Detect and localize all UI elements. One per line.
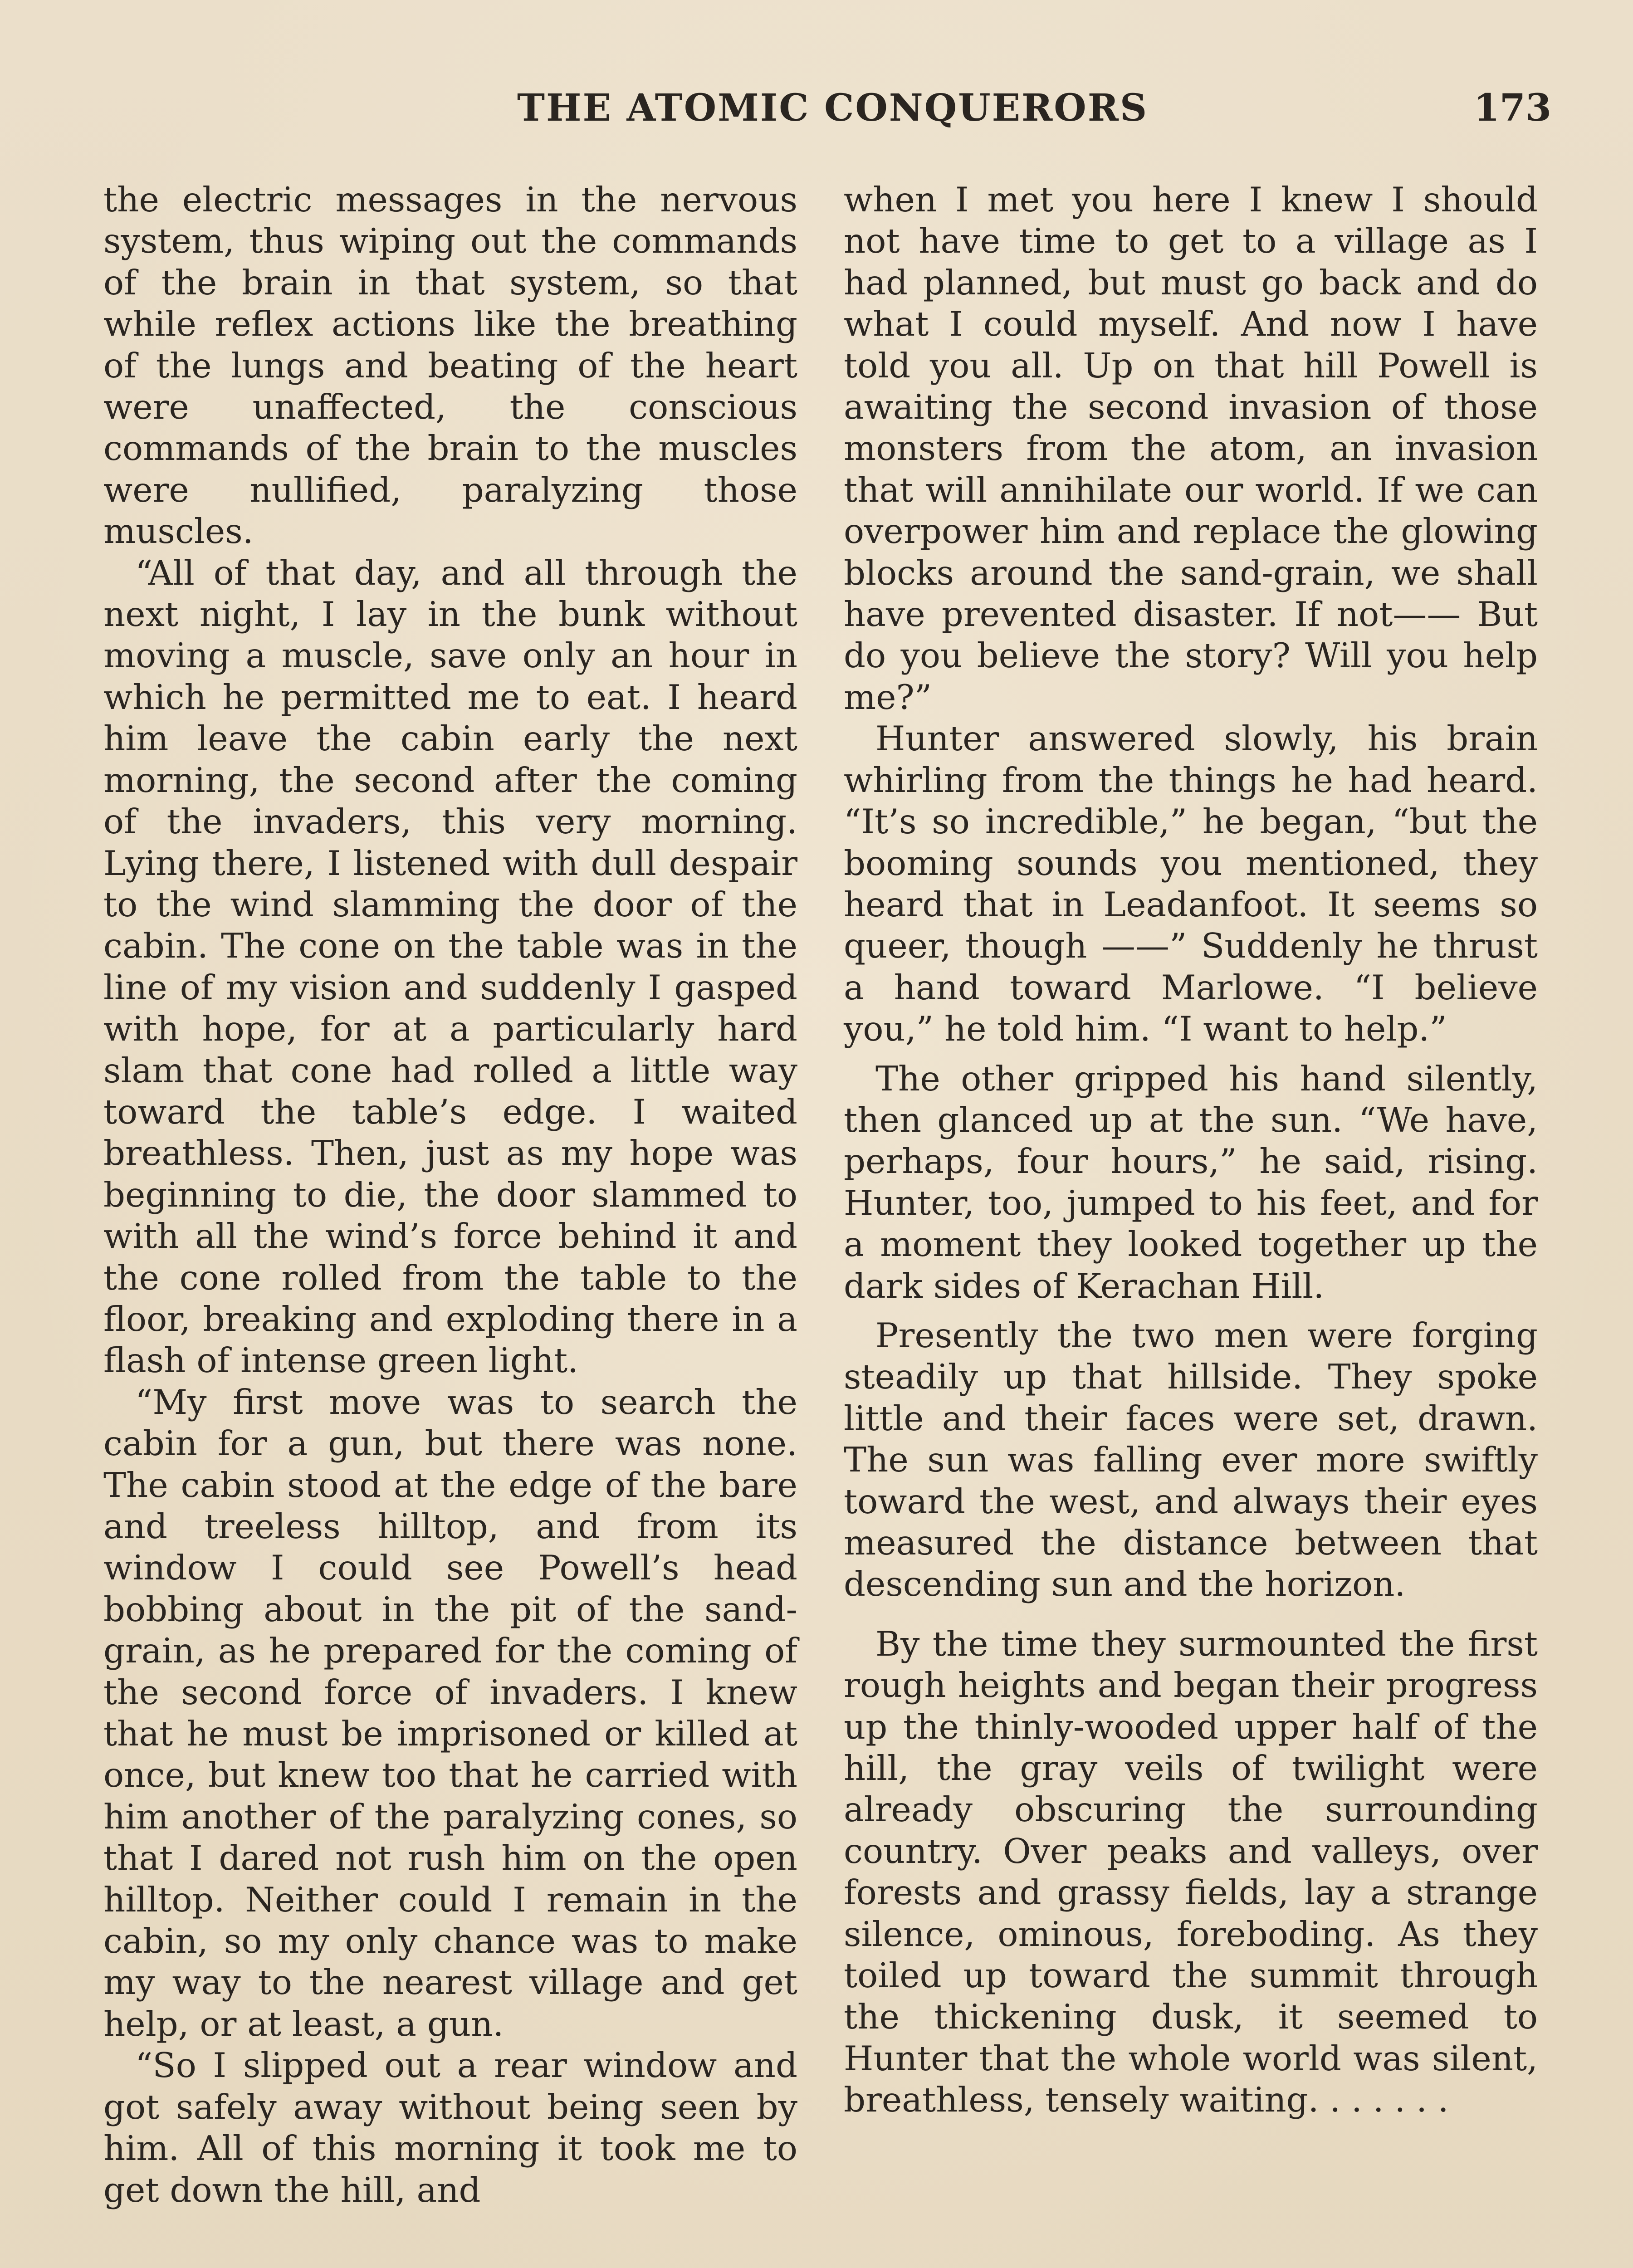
paragraph: when I met you here I knew I should not have time to get to a village as I had planned, but must go back and do what I could myself. And now I have told you all. Up on that hill Powell is awaiting the second invasion of those monsters from the atom, an invasion that will annihilate our world. If we can overpower him and replace the glowing blocks around the sand-grain, we shall have prevented disaster. If not—— But do you believe the story? Will you help me?” [844,180,1538,717]
page-number: 173 [1473,86,1551,130]
paragraph: “My first move was to search the cabin for a gun, but there was none. The cabin stood at the edge of the bare and treeless hilltop, and from its window I could see Powell’s head bobbing about in the pit of the sandgrain, as he prepared for the coming of the second force of invaders. I knew that he must be imprisoned or killed at once, but knew too that he carried with him another of the paralyzing cones, so that I dared not rush him on the open hilltop. Neither could I remain in the cabin, so my only chance was to make my way to the nearest village and get help, or at least, a gun. [103,1382,797,2044]
paragraph: The other gripped his hand silently, then glanced up at the sun. “We have, perhaps, four hours,” he said, rising. Hunter, too, jumped to his feet, and for a moment they looked together up the dark sides of Kerachan Hill. [844,1058,1538,1306]
paragraph: Hunter answered slowly, his brain whirling from the things he had heard. “It’s so incredible,” he began, “but the booming sounds you mentioned, they heard that in Leadanfoot. It seems so queer, though ——” Suddenly he thrust a hand toward Marlowe. “I believe you,” he told him. “I want to help.” [844,719,1538,1049]
paragraph: “All of that day, and all through the next night, I lay in the bunk without moving a muscle, save only an hour in which he permitted me to eat. I heard him leave the cabin early the next morning, the second after the coming of the invaders, this very morning. Lying there, I listened with dull despair to the wind slamming the door of the cabin. The cone on the table was in the line of my vision and suddenly I gasped with hope, for at a particularly hard slam that cone had rolled a little way toward the table’s edge. I waited breathless. Then, just as my hope was beginning to die, the door slammed to with all the wind’s force behind it and the cone rolled from the table to the floor, breaking and exploding there in a flash of intense green light. [103,552,797,1381]
page-header [517,86,1551,141]
paragraph: Presently the two men were forging steadily up that hillside. They spoke little and their faces were set, drawn. The sun was falling ever more swiftly toward the west, and always their eyes measured the distance between that descending sun and the horizon. [844,1315,1538,1604]
running-title: THE ATOMIC CONQUERORS [517,86,1149,130]
paragraph: By the time they surmounted the first rough heights and began their progress up the thinly-wooded upper half of the hill, the gray veils of twilight were already obscuring the surrounding country. Over peaks and valleys, over forests and grassy fields, lay a strange silence, ominous, foreboding. As they toiled up toward the summit through the thickening dusk, it seemed to Hunter that the whole world was silent, breathless, tensely waiting. . . . . . . [844,1623,1538,2120]
paragraph: “So I slipped out a rear window and got safely away without being seen by him. All of this morning it took me to get down the hill, and [103,2045,797,2210]
paragraph: the electric messages in the nervous system, thus wiping out the commands of the brain in that system, so that while reflex actions like the breathing of the lungs and beating of the heart were unaffected, the conscious commands of the brain to the muscles were nullified, paralyzing those muscles. [103,180,797,552]
right-column [844,179,1538,2121]
left-column [103,179,797,2211]
